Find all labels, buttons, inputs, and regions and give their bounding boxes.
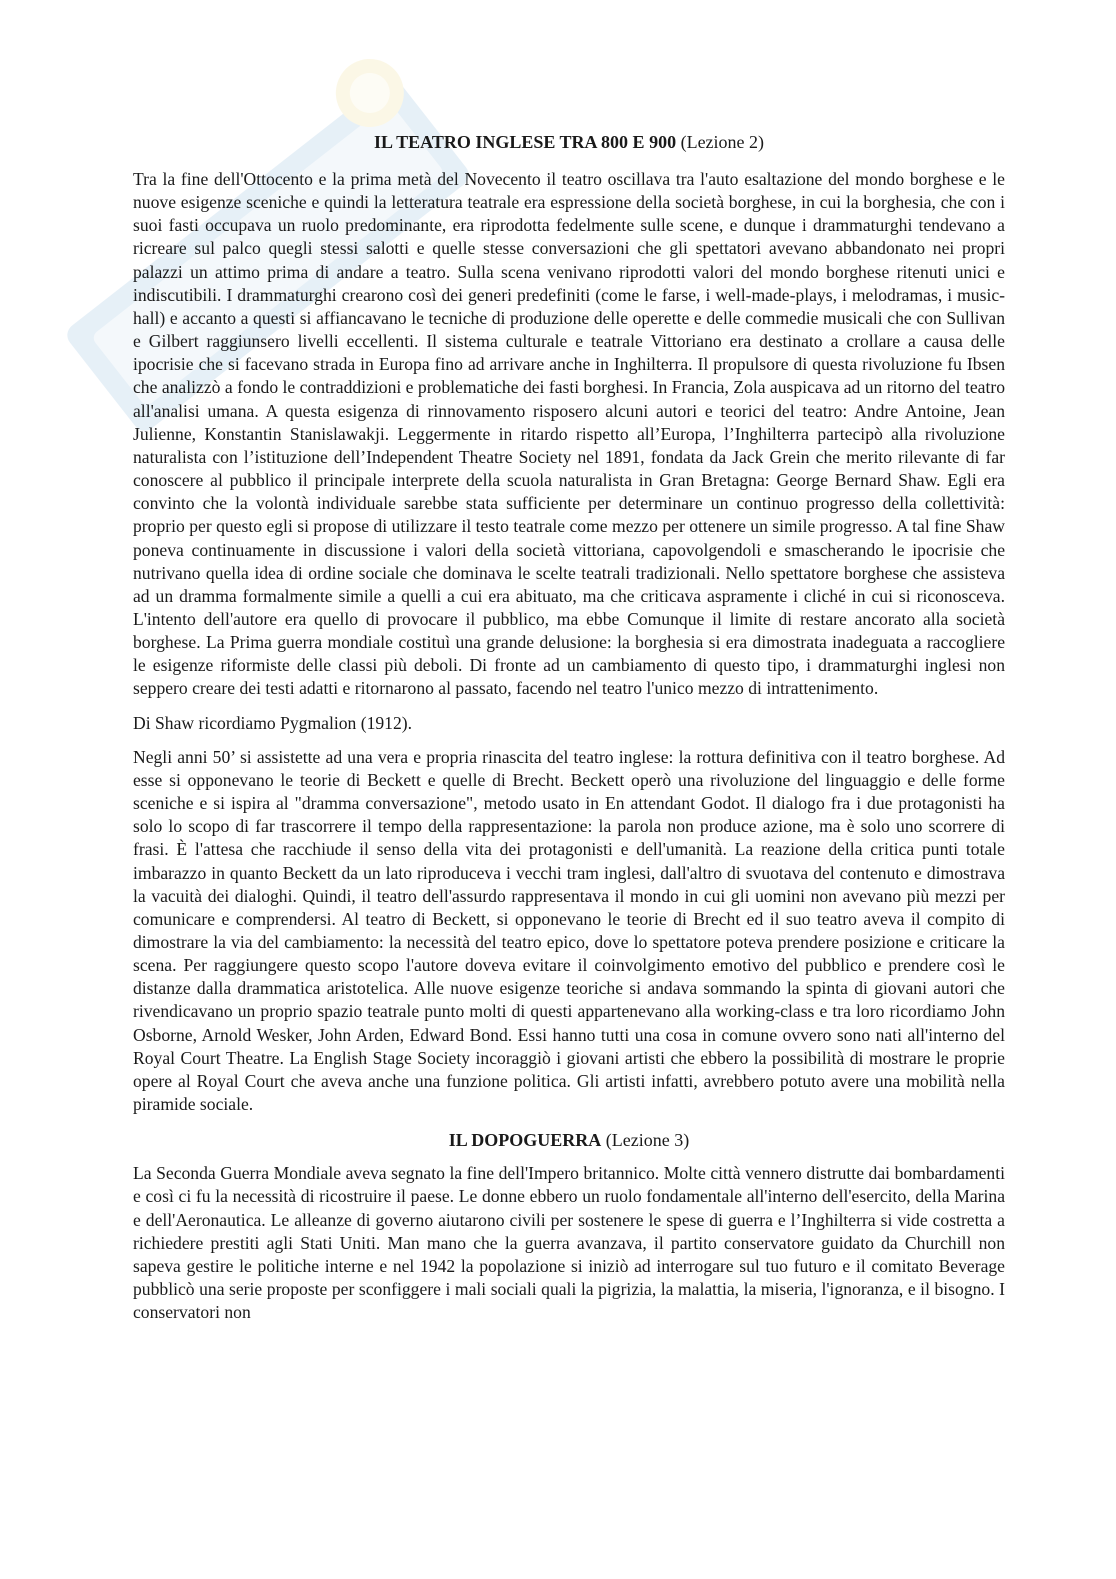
section-heading-dopoguerra (133, 1128, 1005, 1152)
heading-title: IL DOPOGUERRA (448, 1130, 602, 1151)
heading-lesson: (Lezione 2) (680, 132, 765, 152)
paragraph-anni-50: Negli anni 50’ si assistette ad una vera e propria rinascita del teatro inglese: la rottura definitiva con il teatro borghese. Ad esse si opponevano le teorie di Beckett e quelle di Brecht. Beckett operò una rivoluzione del linguaggio e delle forme sceniche e si ispira al "dramma conversazione", metodo usato in En attendant Godot. Il dialogo fra i due protagonisti ha solo lo scopo di far trascorrere il tempo della rappresentazione: la parola non produce azione, ma è solo uno scorrere di frasi. È l'attesa che racchiude il senso della vita dei protagonisti e dell'umanità. La reazione della critica punti totale imbarazzo in quanto Beckett da un lato riproduceva i vecchi tram inglesi, dall'altro di svuotava del contenuto e dimostrava la vacuità dei dialoghi. Quindi, il teatro dell'assurdo rappresentava il mondo in cui gli uomini non avevano più mezzi per comunicare e comprendersi. Al teatro di Beckett, si opponevano le teorie di Brecht ed il suo teatro aveva il compito di dimostrare la via del cambiamento: la necessità del teatro epico, dove lo spettatore poteva prendere posizione e criticare la scena. Per raggiungere questo scopo l'autore doveva evitare il coinvolgimento emotivo del pubblico e prendere così le distanze dalla drammatica aristotelica. Alle nuove esigenze teoriche si andava sommando la spinta di giovani autori che rivendicavano un proprio spazio teatrale punto molti di questi appartenevano alla working-class e tra loro ricordiamo John Osborne, Arnold Wesker, John Arden, Edward Bond. Essi hanno tutti una cosa in comune ovvero sono nati all'interno del Royal Court Theatre. La English Stage Society incoraggiò i giovani artisti che ebbero la possibilità di mostrare le proprie opere al Royal Court che aveva anche una funzione politica. Gli artisti infatti, avrebbero potuto avere una mobilità nella piramide sociale. (133, 746, 1005, 1115)
paragraph-dopoguerra: La Seconda Guerra Mondiale aveva segnato la fine dell'Impero britannico. Molte città vennero distrutte dai bombardamenti e così ci fu la necessità di ricostruire il paese. Le donne ebbero un ruolo fondamentale all'interno dell'esercito, della Marina e dell'Aeronautica. Le alleanze di governo aiutarono civili per sostenere le spese di guerra e l’Inghilterra si vide costretta a richiedere prestiti agli Stati Uniti. Man mano che la guerra avanzava, il partito conservatore guidato da Churchill non sapeva gestire le politiche interne e nel 1942 la popolazione si iniziò ad interrogare sul tuo futuro e il comitato Beverage pubblicò una serie proposte per sconfiggere i mali sociali quali la pigrizia, la malattia, la miseria, l'ignoranza, e il bisogno. I conservatori non (133, 1163, 1005, 1323)
document-content (133, 130, 1005, 1324)
heading-title: IL TEATRO INGLESE TRA 800 E 900 (373, 132, 677, 152)
heading-lesson: (Lezione 3) (605, 1130, 690, 1151)
paragraph-pygmalion: Di Shaw ricordiamo Pygmalion (1912). (133, 712, 413, 733)
paragraph-intro: Tra la fine dell'Ottocento e la prima metà del Novecento il teatro oscillava tra l'auto esaltazione del mondo borghese e le nuove esigenze sceniche e quindi la letteratura teatrale era espressione della società borghese, in cui la borghesia, che con i suoi fasti occupava un ruolo predominante, era riprodotta fedelmente sulle scene, e dunque i drammaturghi tendevano a ricreare sul palco quegli stessi salotti e quelle stesse conversazioni che gli spettatori avevano abbandonato nei propri palazzi un attimo prima di andare a teatro. Sulla scena venivano riprodotti valori del mondo borghese ritenuti unici e indiscutibili. I drammaturghi crearono così dei generi predefiniti (come le farse, i well-made-plays, i melodramas, i music-hall) e accanto a questi si affiancavano le tecniche di produzione delle operette e delle commedie musicali che con Sullivan e Gilbert raggiunsero livelli eccellenti. Il sistema culturale e teatrale Vittoriano era destinato a crollare a causa delle ipocrisie che si facevano strada in Europa fino ad arrivare anche in Inghilterra. Il propulsore di questa rivoluzione fu Ibsen che analizzò a fondo le contraddizioni e problematiche dei fasti borghesi. In Francia, Zola auspicava ad un ritorno del teatro all'analisi umana. A questa esigenza di rinnovamento risposero alcuni autori e teorici del teatro: Andre Antoine, Jean Julienne, Konstantin Stanislawakji. Leggermente in ritardo rispetto all’Europa, l’Inghilterra partecipò alla rivoluzione naturalista con l’istituzione dell’Independent Theatre Society nel 1891, fondata da Jack Grein che merito rilevante di far conoscere al pubblico il principale interprete della scuola naturalista in Gran Bretagna: George Bernard Shaw. Egli era convinto che la volontà individuale sarebbe stata sufficiente per determinare un continuo progresso della collettività: proprio per questo egli si propose di utilizzare il testo teatrale come mezzo per ottenere un simile progresso. A tal fine Shaw poneva continuamente in discussione i valori della società vittoriana, capovolgendoli e smascherando le ipocrisie che nutrivano quella idea di ordine sociale che dominava le scelte teatrali tradizionali. Nello spettatore borghese che assisteva ad un dramma formalmente simile a quelli a cui era abituato, ma che criticava aspramente i cliché in cui si riconosceva. L'intento dell'autore era quello di provocare il pubblico, ma ebbe Comunque il limite di restare ancorato alla società borghese. La Prima guerra mondiale costituì una grande delusione: la borghesia si era dimostrata inadeguata a raccogliere le esigenze riformiste delle classi più deboli. Di fronte ad un cambiamento di questo tipo, i drammaturghi inglesi non seppero creare dei testi adatti e ritornarono al passato, facendo nel teatro l'unico mezzo di intrattenimento. (133, 169, 1005, 699)
section-heading-teatro-inglese (133, 130, 1005, 154)
